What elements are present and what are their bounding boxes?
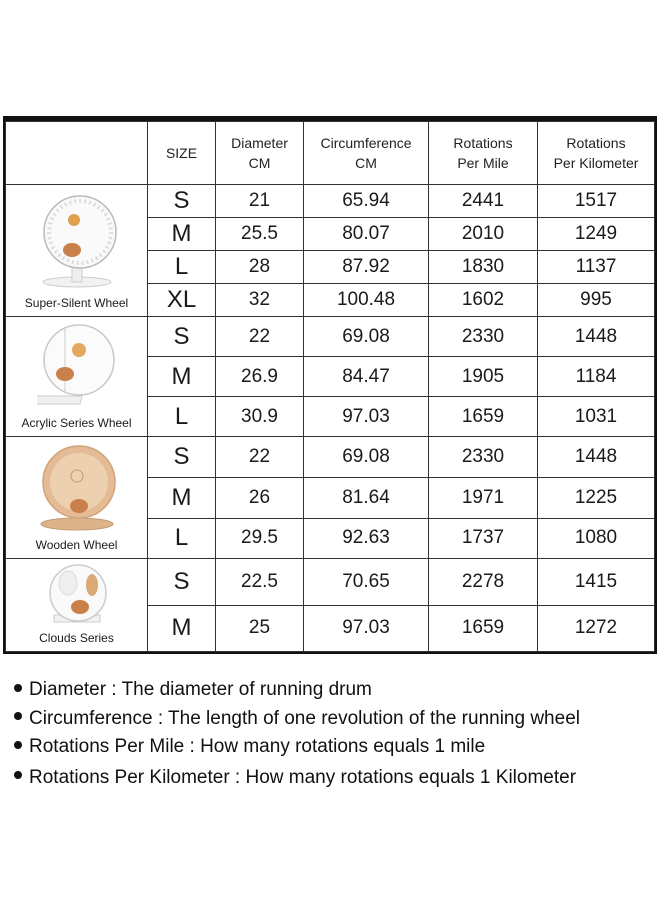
rotations-km-cell: 1080 <box>538 518 655 559</box>
product-wooden-wheel <box>6 437 148 559</box>
rotations-km-cell: 1137 <box>538 251 655 284</box>
rotations-mile-cell: 2441 <box>429 185 538 218</box>
diameter-cell: 29.5 <box>216 518 304 559</box>
diameter-cell: 30.9 <box>216 397 304 437</box>
size-cell: M <box>148 605 216 651</box>
product-label: Super-Silent Wheel <box>24 296 129 311</box>
rotations-km-cell: 1225 <box>538 477 655 518</box>
table-row <box>6 559 655 605</box>
circumference-cell: 70.65 <box>304 559 429 605</box>
size-cell: S <box>148 437 216 478</box>
header-rotations-per-mile: Rotations Per Mile <box>429 122 538 185</box>
diameter-cell: 22.5 <box>216 559 304 605</box>
header-row <box>6 122 655 185</box>
circumference-cell: 81.64 <box>304 477 429 518</box>
bullet-icon <box>14 741 22 749</box>
rotations-km-cell: 1184 <box>538 357 655 397</box>
bullet-icon <box>14 684 22 692</box>
circumference-cell: 92.63 <box>304 518 429 559</box>
circumference-cell: 97.03 <box>304 605 429 651</box>
rotations-mile-cell: 1659 <box>429 605 538 651</box>
product-label: Clouds Series <box>39 631 114 645</box>
super-silent-wheel-image <box>32 190 122 290</box>
circumference-cell: 69.08 <box>304 317 429 357</box>
bullet-icon <box>14 771 22 779</box>
header-circumference: Circumference CM <box>304 122 429 185</box>
diameter-cell: 26.9 <box>216 357 304 397</box>
rotations-mile-cell: 1659 <box>429 397 538 437</box>
size-table <box>5 121 655 652</box>
header-rotations-per-km: Rotations Per Kilometer <box>538 122 655 185</box>
size-cell: M <box>148 357 216 397</box>
size-cell: M <box>148 218 216 251</box>
header-size: SIZE <box>148 122 216 185</box>
size-cell: XL <box>148 284 216 317</box>
size-cell: M <box>148 477 216 518</box>
diameter-cell: 22 <box>216 317 304 357</box>
rotations-mile-cell: 2010 <box>429 218 538 251</box>
acrylic-wheel-image <box>37 322 117 410</box>
diameter-cell: 25 <box>216 605 304 651</box>
rotations-km-cell: 1415 <box>538 559 655 605</box>
rotations-mile-cell: 1737 <box>429 518 538 559</box>
table-row <box>6 317 655 357</box>
size-cell: S <box>148 559 216 605</box>
product-clouds-series <box>6 559 148 652</box>
circumference-cell: 84.47 <box>304 357 429 397</box>
header-diameter: Diameter CM <box>216 122 304 185</box>
size-cell: S <box>148 185 216 218</box>
rotations-mile-cell: 1971 <box>429 477 538 518</box>
size-cell: L <box>148 518 216 559</box>
size-cell: L <box>148 397 216 437</box>
note-rotations-per-mile: Rotations Per Mile : How many rotations equals 1 mile <box>14 733 580 762</box>
rotations-km-cell: 1249 <box>538 218 655 251</box>
rotations-km-cell: 1448 <box>538 317 655 357</box>
rotations-km-cell: 1448 <box>538 437 655 478</box>
circumference-cell: 97.03 <box>304 397 429 437</box>
product-acrylic-series-wheel <box>6 317 148 437</box>
wooden-wheel-image <box>35 442 119 532</box>
diameter-cell: 21 <box>216 185 304 218</box>
note-rotations-per-km: Rotations Per Kilometer : How many rotations equals 1 Kilometer <box>14 764 580 793</box>
rotations-mile-cell: 1830 <box>429 251 538 284</box>
circumference-cell: 100.48 <box>304 284 429 317</box>
circumference-cell: 87.92 <box>304 251 429 284</box>
rotations-mile-cell: 2330 <box>429 317 538 357</box>
circumference-cell: 69.08 <box>304 437 429 478</box>
size-cell: S <box>148 317 216 357</box>
diameter-cell: 26 <box>216 477 304 518</box>
header-product <box>6 122 148 185</box>
rotations-mile-cell: 2330 <box>429 437 538 478</box>
table-row <box>6 437 655 478</box>
diameter-cell: 22 <box>216 437 304 478</box>
circumference-cell: 65.94 <box>304 185 429 218</box>
rotations-mile-cell: 2278 <box>429 559 538 605</box>
circumference-cell: 80.07 <box>304 218 429 251</box>
definitions-list <box>14 676 580 792</box>
rotations-km-cell: 995 <box>538 284 655 317</box>
diameter-cell: 32 <box>216 284 304 317</box>
rotations-km-cell: 1031 <box>538 397 655 437</box>
size-cell: L <box>148 251 216 284</box>
note-diameter: Diameter : The diameter of running drum <box>14 676 580 705</box>
diameter-cell: 25.5 <box>216 218 304 251</box>
note-circumference: Circumference : The length of one revolution of the running wheel <box>14 705 580 734</box>
diameter-cell: 28 <box>216 251 304 284</box>
bullet-icon <box>14 712 22 720</box>
rotations-mile-cell: 1602 <box>429 284 538 317</box>
size-chart-table <box>3 116 657 654</box>
product-super-silent-wheel <box>6 185 148 317</box>
table-row <box>6 185 655 218</box>
product-label: Acrylic Series Wheel <box>21 416 132 431</box>
rotations-km-cell: 1272 <box>538 605 655 651</box>
clouds-wheel-image <box>42 563 112 625</box>
product-label: Wooden Wheel <box>35 538 118 553</box>
rotations-km-cell: 1517 <box>538 185 655 218</box>
rotations-mile-cell: 1905 <box>429 357 538 397</box>
